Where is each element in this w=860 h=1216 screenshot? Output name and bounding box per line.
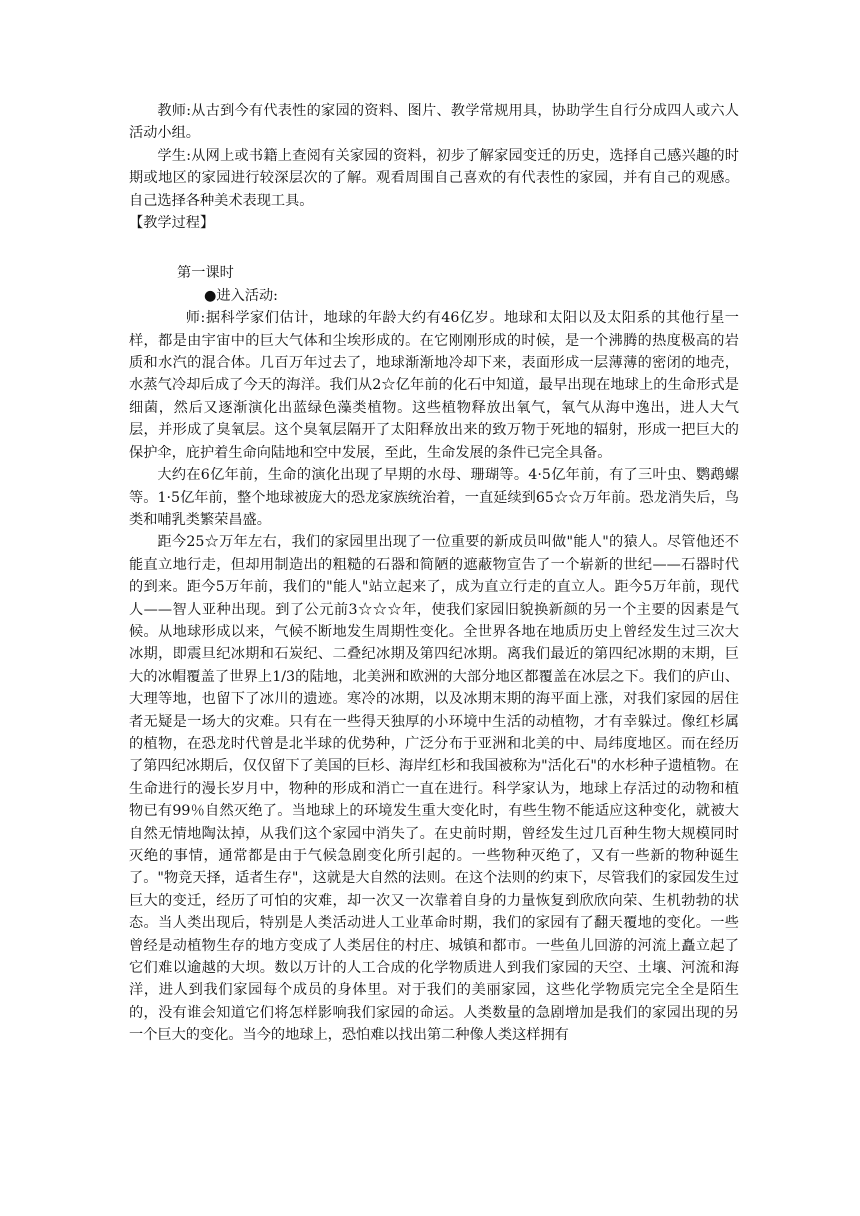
document-page bbox=[129, 100, 739, 1047]
activity-title: ●进入活动: bbox=[204, 287, 278, 304]
blank-gap bbox=[129, 234, 739, 262]
teaching-process-heading: 【教学过程】 bbox=[129, 215, 215, 232]
body-paragraph-1: 师:据科学家们估计，地球的年龄大约有46亿岁。地球和太阳以及太阳系的其他行星一样，都是由宇宙中的巨大气体和尘埃形成的。在它刚刚形成的时候，是一个沸腾的热度极高的岩质和水汽的混合体。几百万年过去了，地球渐渐地冷却下来，表面形成一层薄薄的密闭的地壳，水蒸气冷却后成了今天的海洋。我们从2☆亿年前的化石中知道，最早出现在地球上的生命形式是细菌，然后又逐渐演化出蓝绿色藻类植物。这些植物释放出氧气，氧气从海中逸出，进人大气层，并形成了臭氧层。这个臭氧层隔开了太阳释放出来的致万物于死地的辐射，形成一把巨大的保护伞，庇护着生命向陆地和空中发展，至此，生命发展的条件已完全具备。 bbox=[129, 310, 739, 461]
body-paragraph-3: 距今25☆万年左右，我们的家园里出现了一位重要的新成员叫做"能人"的猿人。尽管他还不能直立地行走，但却用制造出的粗糙的石器和简陋的遮蔽物宣告了一个崭新的世纪——石器时代的到来。距今5万年前，我们的"能人"站立起来了，成为直立行走的直立人。距今5万年前，现代人——智人亚种出现。到了公元前3☆☆☆年，使我们家园旧貌换新颜的另一个主要的因素是气候。从地球形成以来，气候不断地发生周期性变化。全世界各地在地质历史上曾经发生过三次大冰期，即震旦纪冰期和石炭纪、二叠纪冰期及第四纪冰期。离我们最近的第四纪冰期的末期，巨大的冰帽覆盖了世界上1/3的陆地，北美洲和欧洲的大部分地区都覆盖在冰层之下。我们的庐山、大理等地，也留下了冰川的遗迹。寒冷的冰期，以及冰期末期的海平面上涨，对我们家园的居住者无疑是一场大的灾难。只有在一些得天独厚的小环境中生活的动植物，才有幸躲过。像红杉属的植物，在恐龙时代曾是北半球的优势种，广泛分布于亚洲和北美的中、局纬度地区。而在经历了第四纪冰期后，仅仅留下了美国的巨杉、海岸红杉和我国被称为"活化石"的水杉种子遗植物。在生命进行的漫长岁月中，物种的形成和消亡一直在进行。科学家认为，地球上存活过的动物和植物已有99％自然灭绝了。当地球上的环境发生重大变化时，有些生物不能适应这种变化，就被大自然无情地陶汰掉，从我们这个家园中消失了。在史前时期，曾经发生过几百种生物大规模同时灭绝的事情，通常都是由于气候急剧变化所引起的。一些物种灭绝了，又有一些新的物种诞生了。"物竞天择，适者生存"，这就是大自然的法则。在这个法则的约束下，尽管我们的家园发生过巨大的变迁，经历了可怕的灾难，却一次又一次靠着自身的力量恢复到欣欣向荣、生机勃勃的状态。当人类出现后，特别是人类活动进人工业革命时期，我们的家园有了翻天覆地的变化。一些曾经是动植物生存的地方变成了人类居住的村庄、城镇和都市。一些鱼儿回游的河流上矗立起了它们难以逾越的大坝。数以万计的人工合成的化学物质进人到我们家园的天空、土壤、河流和海洋，进人到我们家园每个成员的身体里。对于我们的美丽家园，这些化学物质完完全全是陌生的，没有谁会知道它们将怎样影响我们家园的命运。人类数量的急剧增加是我们的家园出现的另一个巨大的变化。当今的地球上，恐怕难以找出第二种像人类这样拥有 bbox=[129, 534, 739, 1044]
teacher-preparation-paragraph: 教师:从古到今有代表性的家园的资料、图片、教学常规用具，协助学生自行分成四人或六人活动小组。 bbox=[129, 103, 739, 142]
lesson-title: 第一课时 bbox=[177, 265, 234, 282]
student-preparation-paragraph: 学生:从网上或书籍上查阅有关家园的资料，初步了解家园变迁的历史，选择自己感兴趣的时期或地区的家园进行较深层次的了解。观看周围自己喜欢的有代表性的家园，并有自己的观感。自己选择各种美术表现工具。 bbox=[129, 147, 739, 209]
body-paragraph-2: 大约在6亿年前，生命的演化出现了早期的水母、珊瑚等。4·5亿年前，有了三叶虫、鹦鹉螺等。1·5亿年前，整个地球被庞大的恐龙家族统治着，一直延续到65☆☆万年前。恐龙消失后，鸟类和哺乳类繁荣昌盛。 bbox=[129, 467, 739, 528]
